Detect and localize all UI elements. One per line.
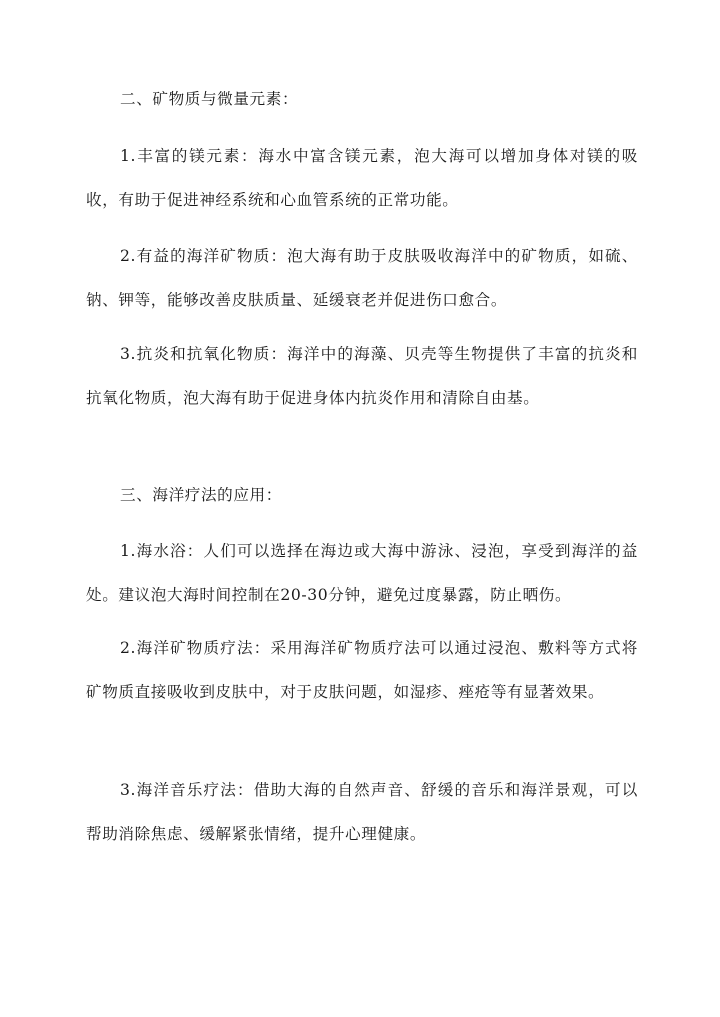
paragraph-music-therapy: 3.海洋音乐疗法：借助大海的自然声音、舒缓的音乐和海洋景观，可以帮助消除焦虑、缓解紧张情绪，提升心理健康。 bbox=[86, 781, 638, 843]
paragraph-antioxidants: 3.抗炎和抗氧化物质：海洋中的海藻、贝壳等生物提供了丰富的抗炎和抗氧化物质，泡大海有助于促进身体内抗炎作用和清除自由基。 bbox=[86, 345, 638, 407]
paragraph-ocean-minerals: 2.有益的海洋矿物质：泡大海有助于皮肤吸收海洋中的矿物质，如硫、钠、钾等，能够改善皮肤质量、延缓衰老并促进伤口愈合。 bbox=[86, 247, 638, 309]
paragraph-magnesium: 1.丰富的镁元素：海水中富含镁元素，泡大海可以增加身体对镁的吸收，有助于促进神经系统和心血管系统的正常功能。 bbox=[86, 147, 638, 209]
section-heading-therapy: 三、海洋疗法的应用： bbox=[120, 486, 282, 504]
paragraph-mineral-therapy: 2.海洋矿物质疗法：采用海洋矿物质疗法可以通过浸泡、敷料等方式将矿物质直接吸收到皮肤中，对于皮肤问题，如湿疹、痤疮等有显著效果。 bbox=[86, 639, 638, 701]
paragraph-sea-bath: 1.海水浴：人们可以选择在海边或大海中游泳、浸泡，享受到海洋的益处。建议泡大海时间控制在20-30分钟，避免过度暴露，防止晒伤。 bbox=[86, 542, 638, 604]
section-heading-minerals: 二、矿物质与微量元素： bbox=[120, 90, 299, 108]
